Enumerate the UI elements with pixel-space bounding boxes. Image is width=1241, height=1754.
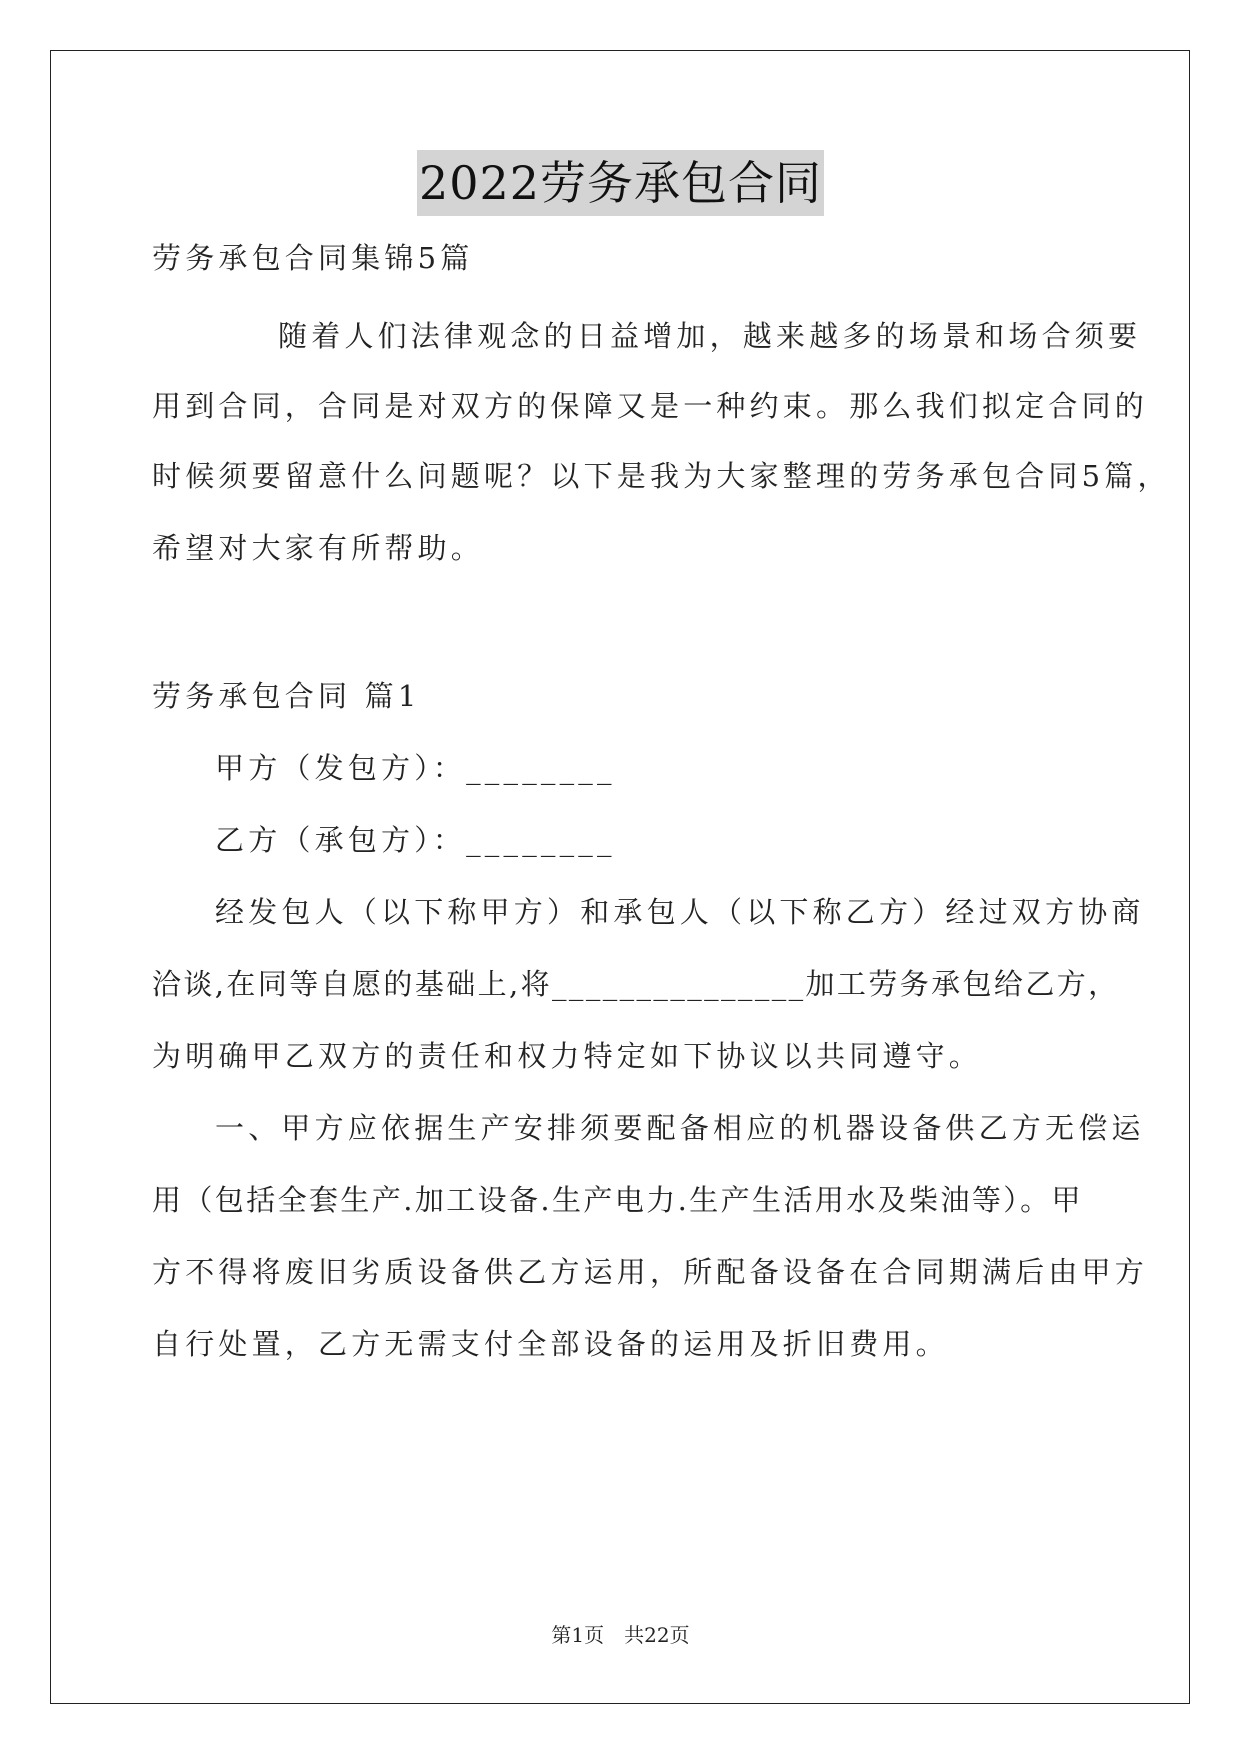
page-border	[50, 50, 1190, 1704]
intro-line-2: 用到合同，合同是对双方的保障又是一种约束。那么我们拟定合同的	[152, 389, 1149, 423]
para1-line-2: 洽谈,在同等自愿的基础上,将_______________加工劳务承包给乙方，	[152, 967, 1120, 1001]
intro-line-1: 随着人们法律观念的日益增加，越来越多的场景和场合须要	[278, 319, 1142, 353]
document-subtitle: 劳务承包合同集锦5篇	[152, 241, 474, 275]
para1-line-3: 为明确甲乙双方的责任和权力特定如下协议以共同遵守。	[152, 1039, 983, 1073]
para1-line-1: 经发包人（以下称甲方）和承包人（以下称乙方）经过双方协商	[215, 895, 1145, 929]
intro-line-3: 时候须要留意什么问题呢？以下是我为大家整理的劳务承包合同5篇，	[152, 459, 1171, 493]
document-title: 2022劳务承包合同	[417, 150, 824, 216]
intro-line-4: 希望对大家有所帮助。	[152, 531, 485, 565]
title-container	[0, 150, 1241, 216]
para2-line-3: 方不得将废旧劣质设备供乙方运用，所配备设备在合同期满后由甲方	[152, 1255, 1149, 1289]
para2-line-2: 用（包括全套生产.加工设备.生产电力.生产生活用水及柴油等）。甲	[152, 1183, 1083, 1217]
page-footer: 第1页 共22页	[551, 1623, 690, 1647]
section-heading: 劳务承包合同 篇1	[152, 679, 421, 713]
para2-line-4: 自行处置，乙方无需支付全部设备的运用及折旧费用。	[152, 1327, 949, 1361]
party-b-line: 乙方（承包方）：________	[215, 823, 616, 857]
party-a-line: 甲方（发包方）：________	[215, 751, 616, 785]
para2-line-1: 一、甲方应依据生产安排须要配备相应的机器设备供乙方无偿运	[215, 1111, 1145, 1145]
